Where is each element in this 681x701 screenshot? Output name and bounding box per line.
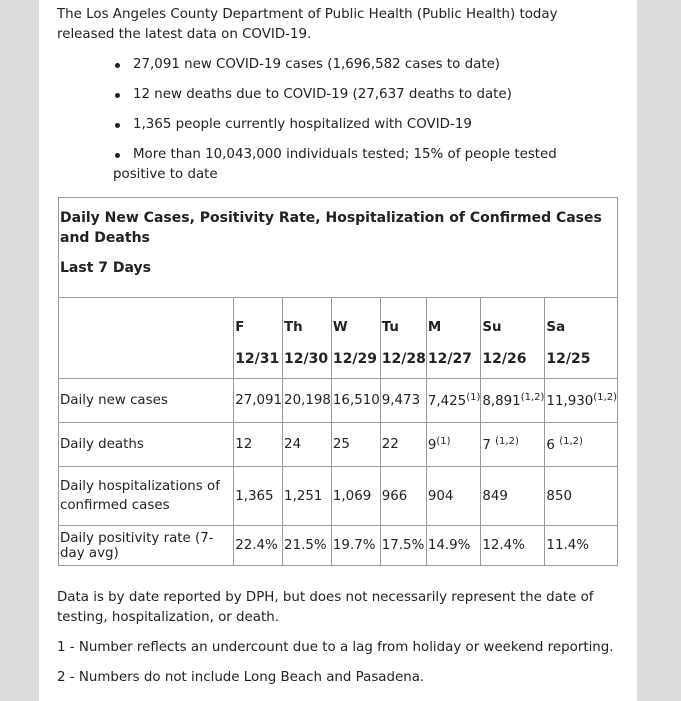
table-cell [283,423,332,467]
list-item-text: More than 10,043,000 individuals tested; 15% of people tested positive to date [113,147,557,182]
press-release-content [39,0,637,701]
cell-value: 6 [546,438,560,453]
column-day: Su [482,320,502,335]
cell-value: 22.4% [235,538,278,553]
cell-value: 9,473 [381,393,421,408]
table-cell [545,467,618,526]
row-label: Daily positivity rate (7-day avg) [59,526,234,566]
cell-value: 8,891 [482,394,521,409]
table-cell [426,467,481,526]
column-header [380,298,426,379]
table-cell [234,526,283,566]
footnote-marker: (1) [466,392,481,403]
cell-value: 11.4% [546,538,589,553]
row-label: Daily new cases [59,379,234,423]
table-cell [481,467,545,526]
table-cell [481,526,545,566]
table-title: Daily New Cases, Positivity Rate, Hospitalization of Confirmed Cases and Deaths [60,210,602,246]
table-row [59,526,618,566]
bullet-icon [115,153,120,158]
column-date: 12/29 [332,351,377,367]
row-label: Daily hospitalizations of confirmed cases [59,467,234,526]
table-cell [331,467,380,526]
table-cell [234,423,283,467]
table-cell [481,379,545,423]
cell-value: 19.7% [332,538,376,553]
table-cell [331,379,380,423]
note-paragraph: 2 - Numbers do not include Long Beach and Pasadena. [57,670,425,685]
footnotes [57,588,617,698]
column-header [481,298,545,379]
cell-value: 24 [284,437,302,452]
list-item-text: 1,365 people currently hospitalized with COVID-19 [133,117,472,132]
column-header [426,298,481,379]
cell-value: 21.5% [284,538,327,553]
cell-value: 1,069 [332,488,372,504]
footnote-marker: (1,2) [520,392,545,403]
list-item-text: 27,091 new COVID-19 cases (1,696,582 cases to date) [133,57,501,72]
cell-value: 1,365 [235,488,274,504]
table-cell [426,526,481,566]
table-row [59,467,618,526]
table-cell [380,467,426,526]
cell-value: 11,930 [546,394,594,409]
table-cell [545,423,618,467]
bullet-icon [115,93,120,98]
footnote-marker: (1,2) [559,436,583,447]
column-date: 12/31 [235,351,280,367]
list-item [113,145,613,185]
column-date: 12/30 [284,351,329,367]
column-day: W [332,320,348,335]
cell-value: 16,510 [332,393,380,408]
list-item-text: 12 new deaths due to COVID-19 (27,637 deaths to date) [133,87,512,102]
column-header [283,298,332,379]
header-blank-cell [59,298,234,379]
table-cell [545,379,618,423]
table-cell [426,423,481,467]
table-cell [545,526,618,566]
table-row [59,379,618,423]
list-item [113,55,613,75]
column-day: F [235,320,245,335]
column-day: Sa [546,320,566,335]
table-cell [331,526,380,566]
cell-value: 966 [381,488,408,504]
table-cell [283,379,332,423]
seven-day-stats-table [58,197,618,566]
cell-value: 22 [381,437,399,452]
footnote-marker: (1) [436,436,451,447]
cell-value: 12.4% [482,538,525,553]
table-cell [481,423,545,467]
column-date: 12/27 [427,351,472,367]
column-date: 12/28 [381,351,426,367]
cell-value: 14.9% [427,538,471,553]
cell-value: 12 [235,437,253,452]
column-header [545,298,618,379]
cell-value: 1,251 [284,488,323,504]
column-day: Th [284,320,303,335]
cell-value: 904 [427,488,454,504]
cell-value: 25 [332,437,350,452]
row-label: Daily deaths [59,423,234,467]
cell-value: 7 [482,438,496,453]
table-cell [380,379,426,423]
column-date: 12/25 [546,351,591,367]
intro-paragraph: The Los Angeles County Department of Public Health (Public Health) today released the latest data on COVID-19. [57,7,558,42]
table-subtitle: Last 7 Days [60,260,151,276]
table-cell [283,526,332,566]
table-cell [331,423,380,467]
note-paragraph: 1 - Number reflects an undercount due to a lag from holiday or weekend reporting. [57,640,614,655]
column-header [331,298,380,379]
cell-value: 27,091 [235,393,283,408]
column-header [234,298,283,379]
table-row [59,423,618,467]
cell-value: 17.5% [381,538,425,553]
note-paragraph: Data is by date reported by DPH, but does not necessarily represent the date of testing, hospitalization, or death. [57,590,594,625]
table-cell [234,379,283,423]
summary-list [113,55,613,195]
column-day: Tu [381,320,399,335]
footnote-marker: (1,2) [495,436,519,447]
list-item [113,85,613,105]
table-cell [426,379,481,423]
cell-value: 850 [546,488,572,504]
table-header-row [59,298,618,379]
cell-value: 849 [482,488,508,504]
bullet-icon [115,63,120,68]
bullet-icon [115,123,120,128]
table-caption [59,198,618,298]
table-cell [380,423,426,467]
column-date: 12/26 [482,351,527,367]
table-cell [283,467,332,526]
table-cell [234,467,283,526]
table-cell [380,526,426,566]
cell-value: 9 [427,438,437,453]
column-day: M [427,320,442,335]
cell-value: 20,198 [284,393,331,408]
list-item [113,115,613,135]
footnote-marker: (1,2) [593,392,617,403]
cell-value: 7,425 [427,394,467,409]
